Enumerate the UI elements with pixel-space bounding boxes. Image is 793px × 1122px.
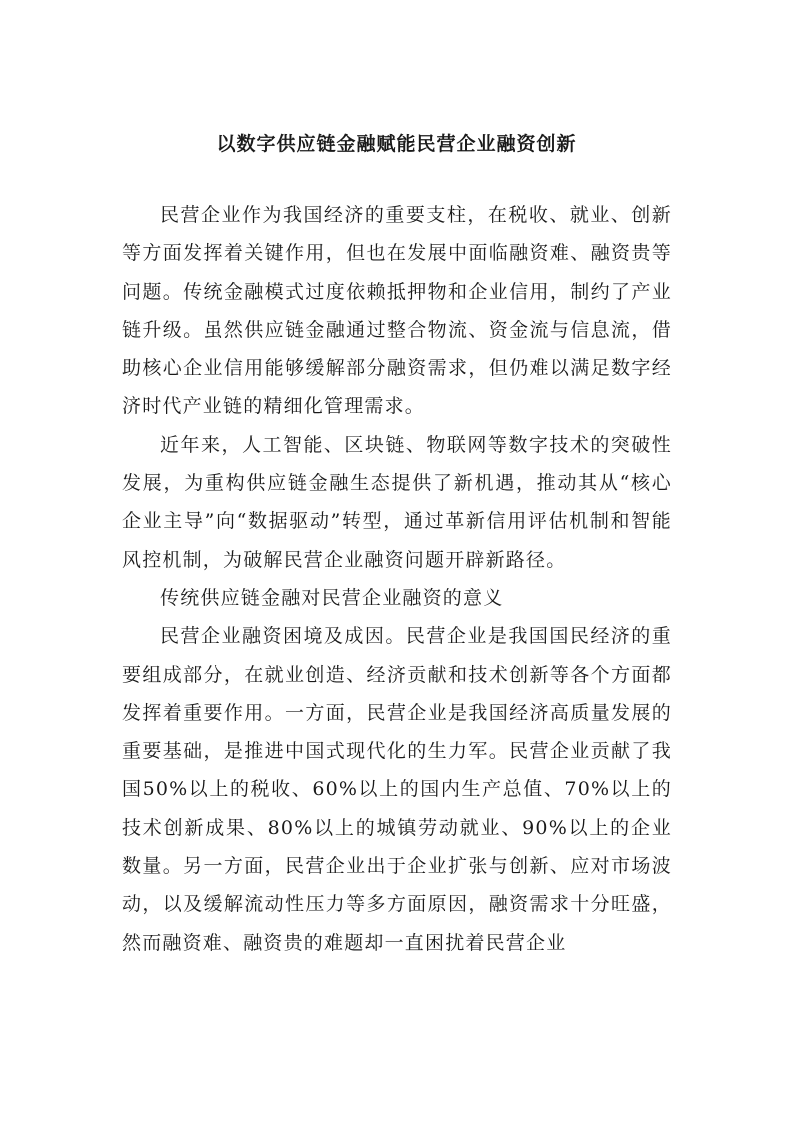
paragraph-intro: 民营企业作为我国经济的重要支柱，在税收、就业、创新等方面发挥着关键作用，但也在发展中面临融资难、融资贵等问题。传统金融模式过度依赖抵押物和企业信用，制约了产业链升级。虽然供应链金融通过整合物流、资金流与信息流，借助核心企业信用能够缓解部分融资需求，但仍难以满足数字经济时代产业链的精细化管理需求。 xyxy=(122,204,672,418)
paragraph-digital-tech: 近年来，人工智能、区块链、物联网等数字技术的突破性发展，为重构供应链金融生态提供了新机遇，推动其从“核心企业主导”向“数据驱动”转型，通过革新信用评估机制和智能风控机制，为破解民营企业融资问题开辟新路径。 xyxy=(122,433,672,571)
paragraph-financing-difficulty: 民营企业融资困境及成因。民营企业是我国国民经济的重要组成部分，在就业创造、经济贡献和技术创新等各个方面都发挥着重要作用。一方面，民营企业是我国经济高质量发展的重要基础，是推进中国式现代化的生力军。民营企业贡献了我国50%以上的税收、60%以上的国内生产总值、70%以上的技术创新成果、80%以上的城镇劳动就业、90%以上的企业数量。另一方面，民营企业出于企业扩张与创新、应对市场波动，以及缓解流动性压力等多方面原因，融资需求十分旺盛，然而融资难、融资贵的难题却一直困扰着民营企业 xyxy=(122,625,672,954)
document-title: 以数字供应链金融赋能民营企业融资创新 xyxy=(216,133,577,155)
section-heading: 传统供应链金融对民营企业融资的意义 xyxy=(160,586,504,609)
document-body xyxy=(122,196,672,962)
